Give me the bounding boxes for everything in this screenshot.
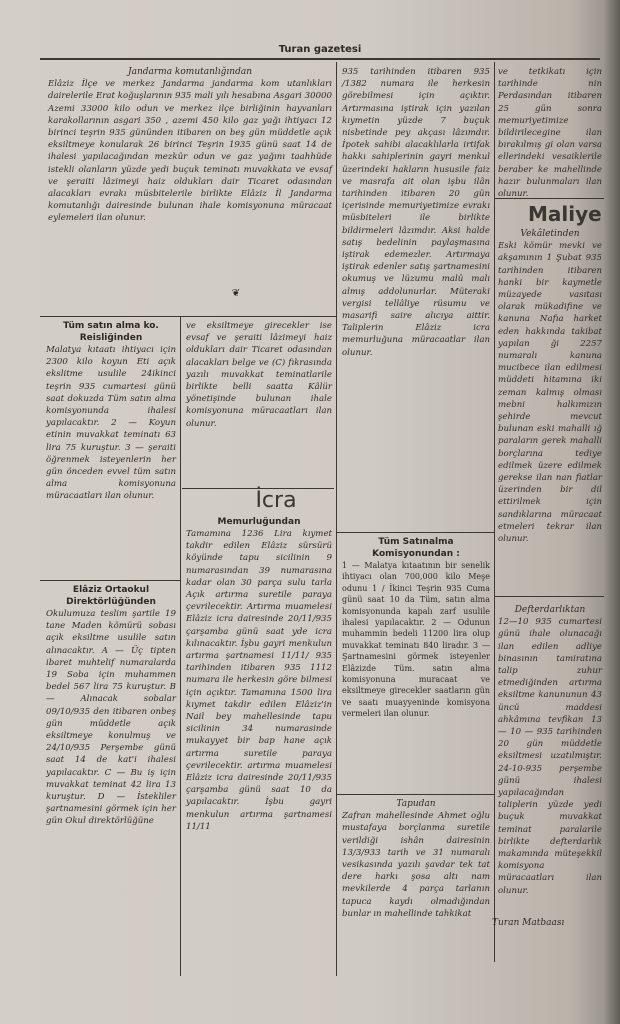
defterdarlik-heading: Defterdarlıktan (514, 605, 586, 615)
defterdarlik-notice (498, 604, 602, 904)
tum-satinalma-komisyon-body: 1 — Malatya kıtaatının bir senelik ihtiyacı olan 700,000 kilo Meşe odunu 1 / İkinci Teşrin 935 Cuma günü saat 10 da Tüm, satın alma komisyonunda kapalı zarf usulile ihalesi yapılacaktır. 2 — Odunun muhammin bedeli 11200 lira olup muvakkat teminatı 840 liradır. 3 — Şartnamesini görmek isteyenler Elâzizde Tüm. satın alma komisyonuna muracaat ve eksiltmeye girecekler saatların gün ve saatı muayyeninde komisyona vermeleri ilan olunur. (342, 561, 490, 719)
jandarma-heading: Jandarma komutanlığından (127, 67, 253, 77)
icra-title: İcra (255, 488, 297, 513)
tum-satinalma-komisyon-heading: Tüm Satınalma Komisyonundan : (372, 537, 460, 559)
icra-continuation (342, 66, 490, 528)
ortaokul-notice (46, 584, 176, 972)
tapudan-notice (342, 798, 490, 972)
tetkikat-notice (498, 66, 602, 200)
tum-satinalma-komisyon-notice (342, 536, 490, 790)
masthead: Turan gazetesi (278, 44, 362, 55)
icra-continuation-text: 935 tarihinden itibaren 935 /1382 numara ile herkesin görebilmesi için açıktır. Artırmasına iştirak için yazılan kıymetin yüzde 7 buçuk nisbetinde pey akçası lâzımdır. İpotek sahibi alacaklılarla irtifak hakkı sahiplerinin gayri menkul üzerindeki hakların hususile faiz ve masrafa ait olan işbu ilân tarihinden itibaren 20 gün içerisinde memuriyetimize evrakı müsbiteleri ile birlikte bildirmeleri lâzımdır. Aksi halde satış bedelinin paylaşmasına iştirak edemezler. Artırmaya iştirak edenler satış şartnamesini okumuş ve lüzumu malû malı almış addolunurlar. Müteraki vergisi tellâliye rüsumu ve masarifi saire alıcıya aittir. Taliplerin Elâziz icra memurluğuna müracaatlar ilan olunur. (342, 67, 490, 358)
maliye-subtitle: Vekâletinden (520, 229, 580, 239)
section-rule-7 (494, 596, 604, 597)
tapudan-heading: Tapudan (396, 799, 436, 809)
jandarma-body: Elâziz İlçe ve merkez Jandarma jandarma kom utanlıkları dairelerile Erat koğuşlarının 935 mali yılı hesabına Asgari 30000 Azemi 33000 kilo odun ve merkez ilçe birliğinin hayvanları karakollarının asgari 350 , azemi 450 kilo gaz yağı ihtiyacı 12 birinci teşrin 935 gününden itibaren on beş gün müddetle açık eksiltmeye konularak 26 birinci Teşrin 1935 günü saat 14 de ihalesi yapılacağından mezkûr odun ve gaz yağını taahhüde istekli olanların yüzde yedi buçuk teminatı muvakkata ve evsaf ve şeraiti lâzimeyi haiz oldukları dair Ticaret odasından alacakları evrakı müsbitelerile birlikte Elâziz İl Jandarma komutanlığı dairesinde bulunan ihale komisyonuna müracaat eylemeleri ilan olunur. (48, 79, 332, 224)
defterdarlik-body: 12—10 935 cumartesi günü ihale olunacağı ilan edilen adliye binasının tamiratına talip zuhur etmediğinden artırma eksiltme kanununun 43 üncü maddesi ahkâmına tevfikan 13 — 10 — 935 tarihinden 20 gün müddetle eksiltmesi uzatılmıştır. 24-10-935 perşembe günü ihalesi yapılacağından taliplerin yüzde yedi buçuk muvakkat teminat paralarile birlikte defterdarlık makamında müteşekkil komisyona müracaatları ilan olunur. (498, 617, 602, 896)
eksiltme-notice (186, 320, 332, 484)
maliye-body: Eski kömür mevki ve akşamının 1 Şubat 935 tarihinden itibaren hanki bir kaymetle müzayede vasıtası olarak mükadifine ve kanuna Nafıa harket eden hakkında takibat yapılan ği 2257 numaralı kanuna mucibece ilan edilmesi müddeti hitamına iki zeman kalmış olması mebni halkımızın şehirde mevcut bulunan eski mahalli ığ paraların gerek mahalli borçlarına tediye edilmek üzere edilmek gerekse ilan nan fiatlar üzerinden bir dil ettirilmek için sandıklarına müracaat etmeleri tekrar ilan olunur. (498, 241, 602, 545)
page-binding-shadow (604, 0, 620, 1024)
icra-notice (186, 516, 332, 972)
printer-imprint: Turan Matbaası (492, 918, 565, 928)
column-rule-1 (336, 62, 337, 316)
ortaokul-body: Okulumuza teslim şartile 19 tane Maden kömürü sobası açık eksiltme usulile satın alınacaktır. A — Üç tipten ibaret muhtelif numaralarda 19 Soba için muhammen bedel 567 lira 75 kuruştur. B — Alınacak sobalar 09/10/935 den itibaren onbeş gün müddetle açık eksiltmeye konulmuş ve 24/10/935 Perşembe günü saat 14 de kat'i ihalesi yapılacaktır. C — Bu iş için muvakkat teminat 42 lira 13 kuruştur. D — İstekliler şartnamesini görmek için her gün Okul direktörlüğüne (46, 609, 176, 827)
jandarma-notice (48, 66, 332, 284)
tetkikat-text: ve tetkikatı için tarihinde nin Perdasından itibaren 25 gün sonra memuriyetimize bildirilecegine ilan bırakılmış gi olan varsa ellerindeki vesaiklerile beraber ke mahellinde hazır bulunmaları ilan olunur. (498, 67, 602, 200)
maliye-notice (498, 228, 602, 592)
fleuron-ornament: ❦ (231, 288, 241, 299)
column-rule-4 (336, 316, 337, 976)
masthead-rule (40, 58, 600, 60)
section-rule-3 (336, 532, 494, 533)
ortaokul-heading: Elâziz Ortaokul Direktörlüğünden (66, 585, 156, 607)
section-rule-1 (40, 316, 336, 317)
tapudan-body: Zafran mahellesinde Ahmet oğlu mustafaya borçlanma suretile verildiği ishân dairesinin 13/3/933 tarih ve 31 numaralı vesikasında yazılı şavdar tek tat dere harkı şosa altı nam mevkilerde 4 parça tarlanın tapuca kaydı olmadığından bunlar ın mahellinde tahkikat (342, 811, 490, 919)
maliye-title: Maliye (528, 202, 602, 226)
tum-satin-alma-heading: Tüm satın alma ko. Reisliğinden (63, 321, 159, 343)
icra-subtitle: Memurluğundan (217, 517, 301, 527)
tum-satin-alma-body: Malatya kıtaatı ihtiyacı için 2300 kilo koyun Eti açık ekslitme usulile 24ikinci teşrin 935 cumartesi günü saat dokuzda Tüm satın alma komisyonunda ihalesi yapılacaktır. 2 — Koyun etinin muvakkat teminatı 63 lira 75 kuruştur. 3 — şeraiti öğrenmek isteyenlerin her gün önceden evvel tüm satın alma komisyonuna müracaatları ilan olunur. (46, 345, 176, 502)
tum-satin-alma-notice (46, 320, 176, 576)
column-rule-3 (180, 316, 181, 976)
section-rule-4 (40, 580, 180, 581)
column-rule-2 (494, 62, 495, 962)
icra-body: Tamamına 1236 Lira kıymet takdir edilen Elâziz sürsürü köyünde tapu sicilinin 9 numarasından 39 numarasına kadar olan 30 parça sulu tarla Açık artırma suretile paraya çevrilecektir. Artırma muamelesi Elâziz icra dairesinde 20/11/935 çarşamba günü saat yde icra kılınacaktır. İşbu gayri menkulun artırma şartnamesi 11/11/ 935 tarihinden itibaren 935 1112 numara ile herkesin göre bilmesi için açıktır. Tamamına 1500 lira kıymet takdir edilen Elâziz'in Nail bey mahellesinde tapu sicilinin 34 numarasinde mukayyet bir bap hane açık artırma suretile paraya çevrilecektir. artırma muamelesi Elâziz icra dairesinde 20/11/935 çarşamba günü saat 10 da yapılacaktır. İşbu gayri menkulun artırma şartnamesi 11/11 (186, 529, 332, 832)
eksiltme-text: ve eksiltmeye girecekler ise evsaf ve şeraiti lâzimeyi haiz oldukları dair Ticaret odasından alacakları belge ve (C) fıkrasında yazılı muvakkat teminatlarile birlikte belli saatta Kâlür yönetişinde bulunan ihale komisyonuna müracaatları ilan olunur. (186, 321, 332, 429)
section-rule-5 (336, 794, 494, 795)
